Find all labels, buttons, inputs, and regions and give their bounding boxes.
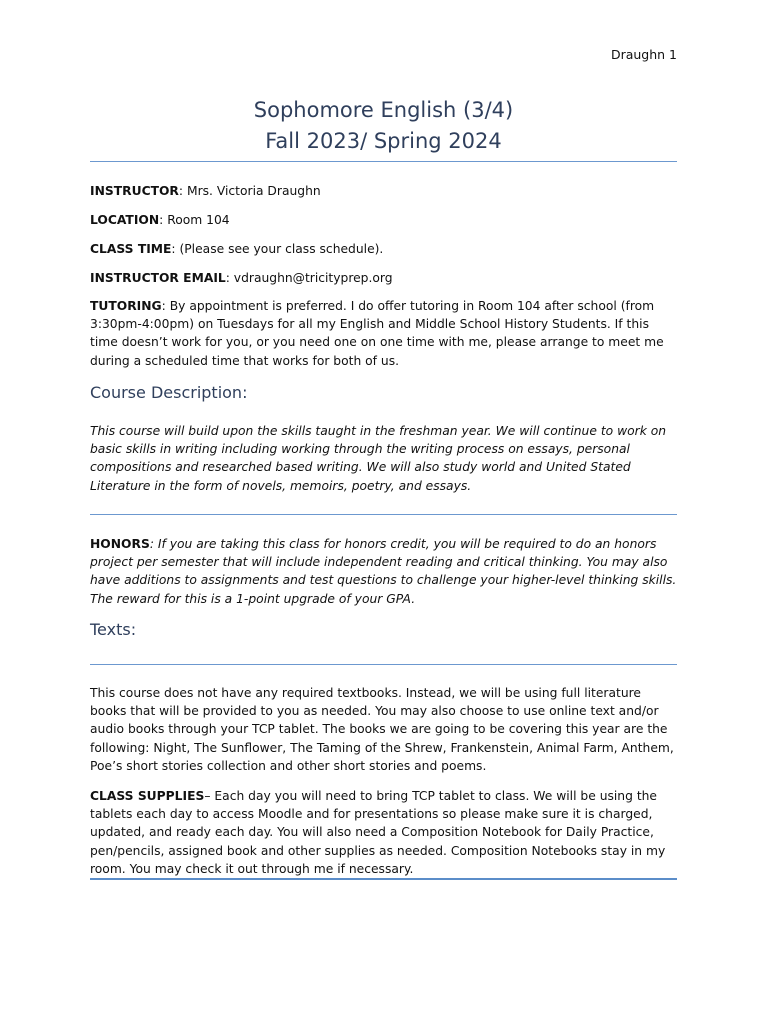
class-time-label: CLASS TIME xyxy=(90,242,172,256)
document-title xyxy=(90,95,677,157)
title-divider xyxy=(90,161,677,162)
class-time-value: : (Please see your class schedule). xyxy=(171,242,384,256)
supplies-label: CLASS SUPPLIES xyxy=(90,789,205,803)
title-line-2: Fall 2023/ Spring 2024 xyxy=(265,129,502,153)
email-value: : vdraughn@tricityprep.org xyxy=(225,271,393,285)
honors-label: HONORS xyxy=(90,537,150,551)
supplies-paragraph xyxy=(90,787,677,878)
course-description-body: This course will build upon the skills taught in the freshman year. We will continue to work on basic skills in writing including working through the writing process on essays, personal compositions and researched based writing. We will also study world and United Stated Literature in the form of novels, memoirs, poetry, and essays. xyxy=(90,424,667,493)
supplies-body: – Each day you will need to bring TCP tablet to class. We will be using the tablets each day to access Moodle and for presentations so please make sure it is charged, updated, and ready each day. You will also need a Composition Notebook for Daily Practice, pen/pencils, assigned book and other supplies as needed. Composition Notebooks stay in my room. You may check it out through me if necessary. xyxy=(90,789,666,876)
location-value: : Room 104 xyxy=(159,213,230,227)
bottom-divider xyxy=(90,878,677,880)
texts-body: This course does not have any required textbooks. Instead, we will be using full literature books that will be provided to you as needed. You may also choose to use online text and/or audio books through your TCP tablet. The books we are going to be covering this year are the following: Night, The Sunflower, The Taming of the Shrew, Frankenstein, Animal Farm, Anthem, Poe’s short stories collection and other short stories and poems. xyxy=(90,686,674,773)
tutoring-value: : By appointment is preferred. I do offer tutoring in Room 104 after school (from 3:30pm-4:00pm) on Tuesdays for all my English and Middle School History Students. If this time doesn’t work for you, or you need one on one time with me, please arrange to meet me during a scheduled time that works for both of us. xyxy=(90,299,664,368)
location-line xyxy=(90,211,677,229)
texts-heading: Texts: xyxy=(90,620,137,639)
instructor-value: : Mrs. Victoria Draughn xyxy=(178,184,321,198)
location-label: LOCATION xyxy=(90,213,160,227)
running-head: Draughn 1 xyxy=(610,47,677,62)
course-description-divider xyxy=(90,514,677,515)
instructor-line xyxy=(90,182,677,200)
tutoring-paragraph xyxy=(90,297,677,370)
tutoring-label: TUTORING xyxy=(90,299,162,313)
class-time-line xyxy=(90,240,677,258)
honors-body: : If you are taking this class for honors credit, you will be required to do an honors project per semester that will include independent reading and critical thinking. You may also have additions to assignments and test questions to challenge your higher-level thinking skills. The reward for this is a 1-point upgrade of your GPA. xyxy=(90,537,677,606)
texts-divider xyxy=(90,664,677,665)
instructor-label: INSTRUCTOR xyxy=(90,184,179,198)
document-page xyxy=(90,0,677,1024)
email-label: INSTRUCTOR EMAIL xyxy=(90,271,226,285)
course-description-heading: Course Description: xyxy=(90,383,248,402)
honors-paragraph xyxy=(90,535,677,608)
title-line-1: Sophomore English (3/4) xyxy=(253,98,514,122)
email-line xyxy=(90,269,677,287)
